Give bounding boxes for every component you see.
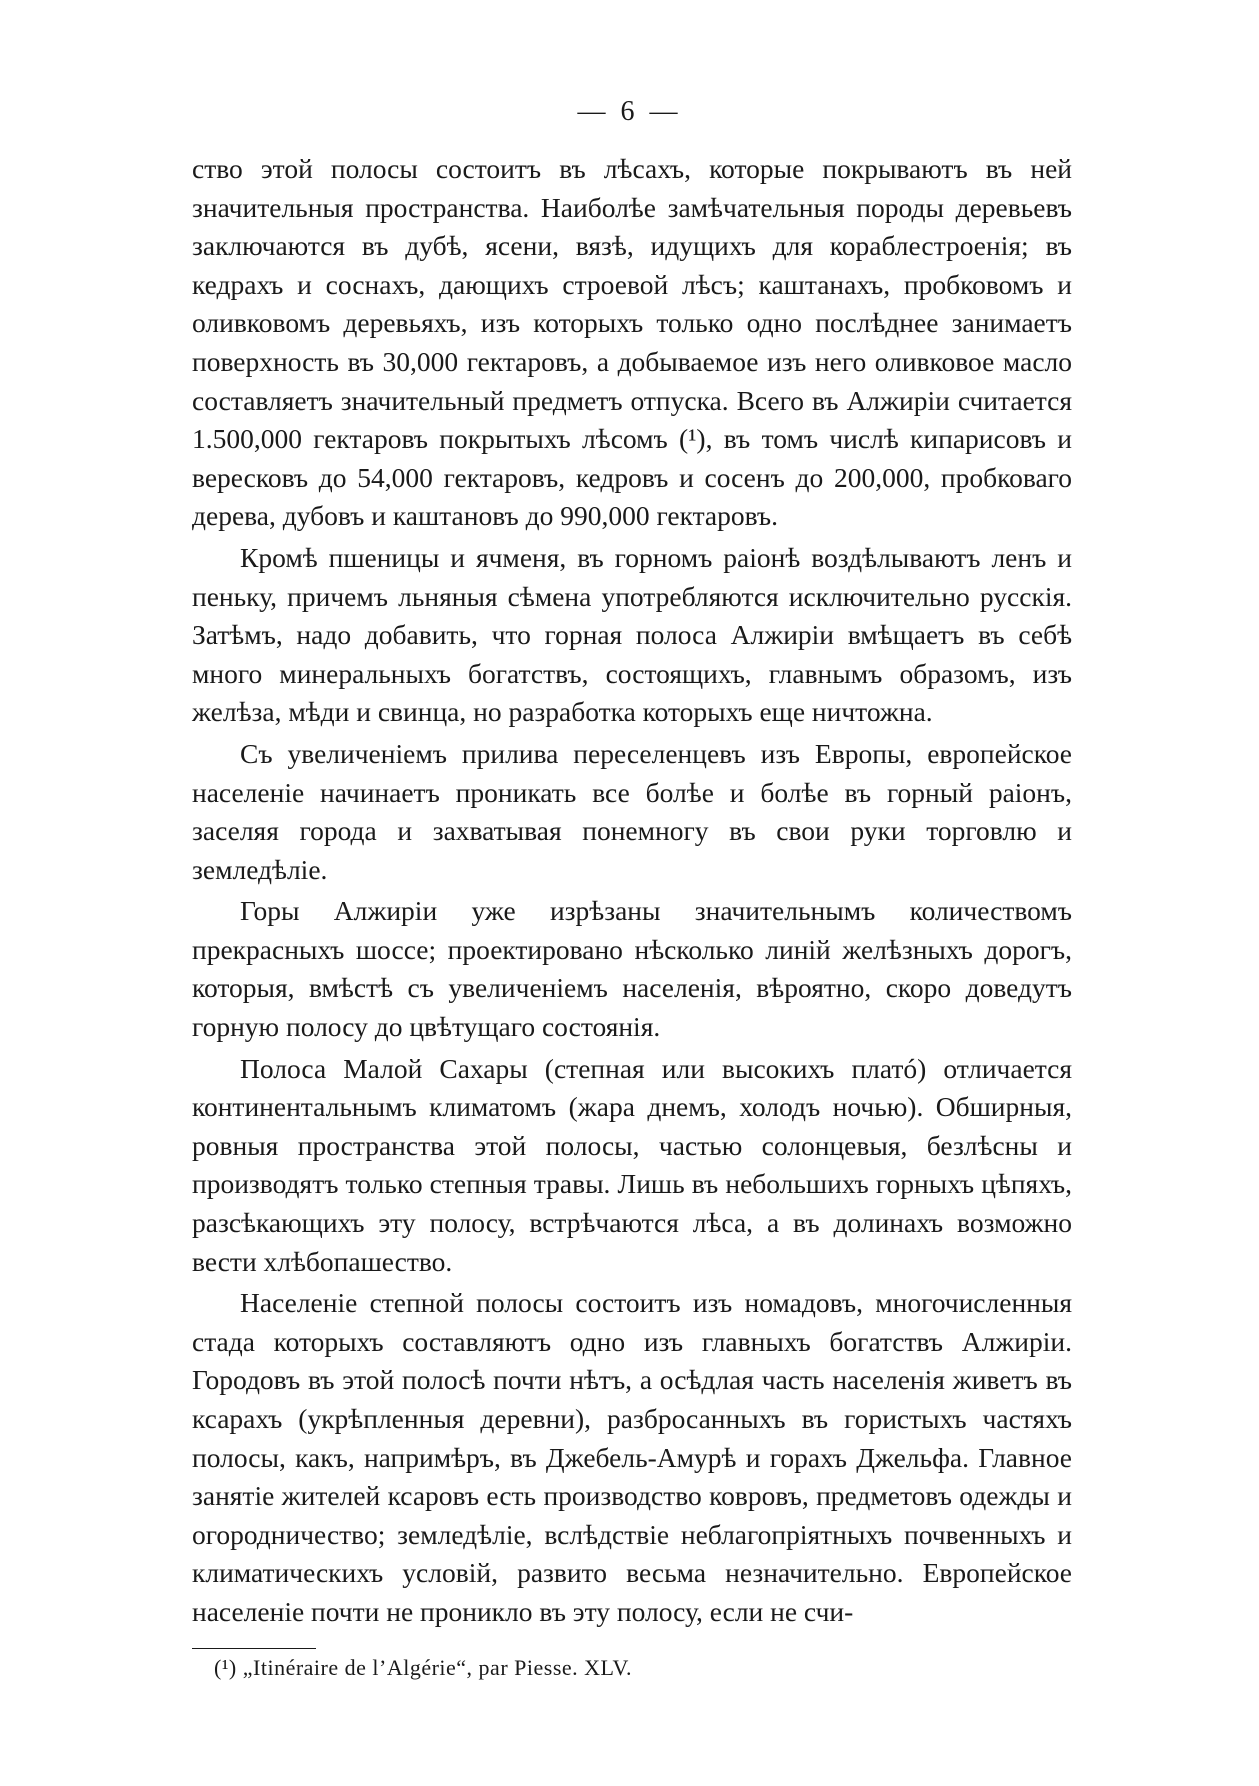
paragraph-1: ство этой полосы состоитъ въ лѣсахъ, которые покрываютъ въ ней значительныя пространства. Наиболѣе замѣчательныя породы деревьевъ заключаются въ дубѣ, ясени, вязѣ, идущихъ для кораблестроенія; въ кедрахъ и соснахъ, дающихъ строевой лѣсъ; каштанахъ, пробковомъ и оливковомъ деревьяхъ, изъ которыхъ только одно послѣднее занимаетъ поверхность въ 30,000 гектаровъ, а добываемое изъ него оливковое масло составляетъ значительный предметъ отпуска. Всего въ Алжиріи считается 1.500,000 гектаровъ покрытыхъ лѣсомъ (¹), въ томъ числѣ кипарисовъ и вересковъ до 54,000 гектаровъ, кедровъ и сосенъ до 200,000, пробковаго дерева, дубовъ и каштановъ до 990,000 гектаровъ.: [192, 153, 1072, 532]
paragraph-4: Горы Алжиріи уже изрѣзаны значительнымъ количествомъ прекрасныхъ шоссе; проектировано нѣсколько линій желѣзныхъ дорогъ, которыя, вмѣстѣ съ увеличеніемъ населенія, вѣроятно, скоро доведутъ горную полосу до цвѣтущаго состоянія.: [192, 895, 1072, 1043]
footnote-divider: [192, 1648, 316, 1649]
footnote: (¹) „Itinéraire de l’Algérie“, par Piesse. XLV.: [214, 1655, 633, 1680]
paragraph-5: Полоса Малой Сахары (степная или высокихъ платó) отличается континентальнымъ климатомъ (жара днемъ, холодъ ночью). Обширныя, ровныя пространства этой полосы, частью солонцевыя, безлѣсны и производятъ только степныя травы. Лишь въ небольшихъ горныхъ цѣпяхъ, разсѣкающихъ эту полосу, встрѣчаются лѣса, а въ долинахъ возможно вести хлѣбопашество.: [192, 1052, 1072, 1277]
paragraph-3: Съ увеличеніемъ прилива переселенцевъ изъ Европы, европейское населеніе начинаетъ проникать все болѣе и болѣе въ горный раіонъ, заселяя города и захватывая понемногу въ свои руки торговлю и земледѣліе.: [192, 737, 1072, 885]
body-text: [192, 150, 1072, 1635]
page-number: — 6 —: [577, 96, 682, 127]
paragraph-2: Кромѣ пшеницы и ячменя, въ горномъ раіонѣ воздѣлываютъ ленъ и пеньку, причемъ льняныя сѣмена употребляются исключительно русскія. Затѣмъ, надо добавить, что горная полоса Алжиріи вмѣщаетъ въ себѣ много минеральныхъ богатствъ, состоящихъ, главнымъ образомъ, изъ желѣза, мѣди и свинца, но разработка которыхъ еще ничтожна.: [192, 541, 1072, 728]
paragraph-6: Населеніе степной полосы состоитъ изъ номадовъ, многочисленныя стада которыхъ составляютъ одно изъ главныхъ богатствъ Алжиріи. Городовъ въ этой полосѣ почти нѣтъ, а осѣдлая часть населенія живетъ въ ксарахъ (укрѣпленныя деревни), разбросанныхъ въ гористыхъ частяхъ полосы, какъ, напримѣръ, въ Джебель-Амурѣ и горахъ Джельфа. Главное занятіе жителей ксаровъ есть производство ковровъ, предметовъ одежды и огородничество; земледѣліе, вслѣдствіе неблагопріятныхъ почвенныхъ и климатическихъ условій, развито весьма незначительно. Европейское населеніе почти не проникло въ эту полосу, если не счи-: [192, 1287, 1072, 1627]
